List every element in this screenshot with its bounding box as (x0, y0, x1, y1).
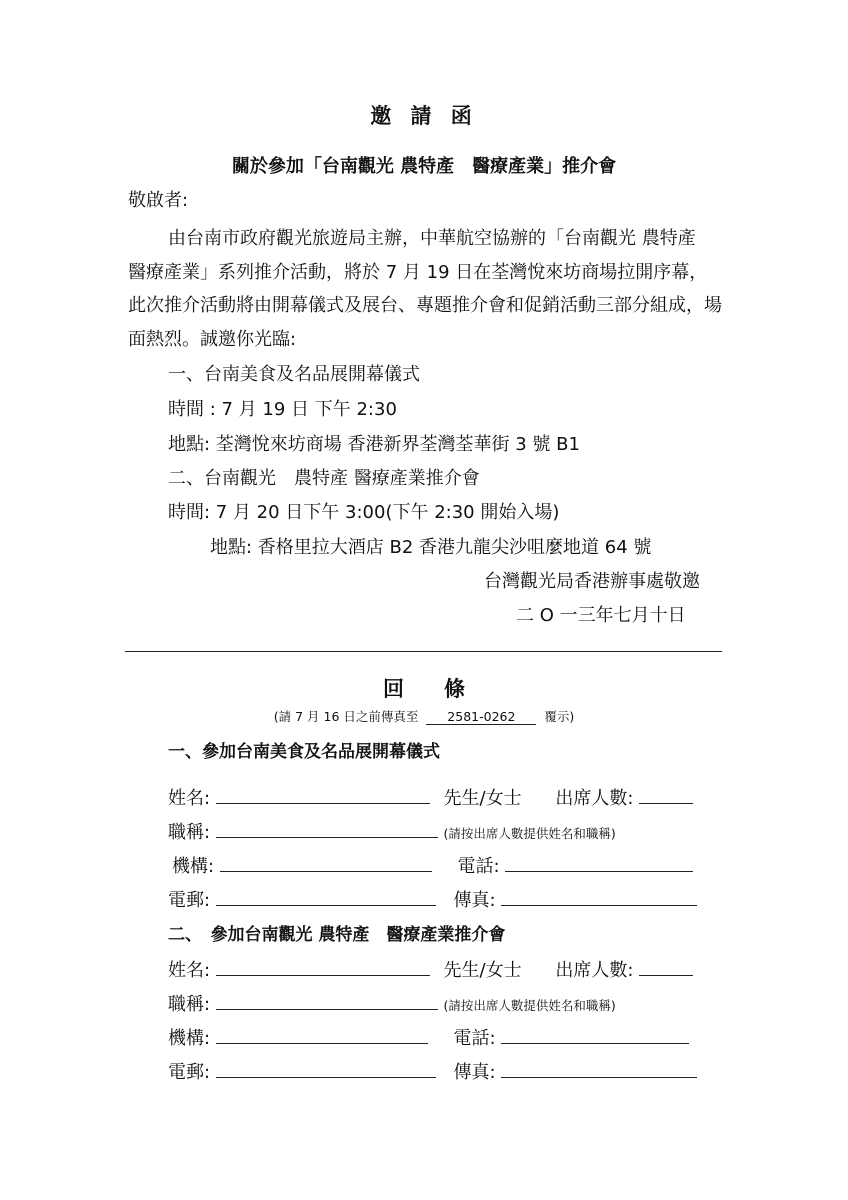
attendees-field[interactable] (639, 961, 693, 976)
event1-time: 時間 : 7 月 19 日 下午 2:30 (168, 399, 397, 420)
event1-place: 地點: 荃灣悅來坊商場 香港新界荃灣荃華街 3 號 B1 (168, 434, 580, 455)
name-label: 姓名: (168, 788, 211, 809)
reply-2-position-row (168, 990, 616, 1016)
org-label: 機構: (172, 856, 215, 877)
event1-title: 一、台南美食及名品展開幕儀式 (168, 364, 420, 385)
email-field[interactable] (216, 891, 436, 906)
reply-2-email-row (168, 1058, 697, 1084)
phone-field[interactable] (501, 1029, 689, 1044)
position-note: (請按出席人數提供姓名和職稱) (443, 998, 616, 1013)
position-field[interactable] (216, 823, 438, 838)
reply-section-2-heading: 二、 參加台南觀光 農特產 醫療產業推介會 (168, 925, 506, 945)
fax-instruction (0, 707, 848, 725)
phone-label: 電話: (453, 1028, 496, 1049)
name-field[interactable] (216, 789, 430, 804)
letter-date: 二 O 一三年七月十日 (516, 605, 686, 626)
reply-section-1-heading: 一、參加台南美食及名品展開幕儀式 (168, 742, 440, 762)
position-field[interactable] (216, 995, 438, 1010)
fax-instruction-after: 覆示) (544, 709, 575, 724)
org-label: 機構: (168, 1028, 211, 1049)
org-field[interactable] (220, 857, 432, 872)
name-field[interactable] (216, 961, 430, 976)
attendees-label: 出席人數: (555, 788, 634, 809)
attendees-field[interactable] (639, 789, 693, 804)
event2-place: 地點: 香格里拉大酒店 B2 香港九龍尖沙咀麼地道 64 號 (210, 537, 652, 558)
org-field[interactable] (216, 1029, 428, 1044)
document-subtitle: 關於參加「台南觀光 農特產 醫療產業」推介會 (231, 156, 617, 177)
fax-instruction-before: (請 7 月 16 日之前傳真至 (273, 709, 419, 724)
position-label: 職稱: (168, 822, 211, 843)
position-label: 職稱: (168, 994, 211, 1015)
reply-slip-title: 回條 (383, 677, 505, 701)
reply-1-org-row (172, 852, 693, 878)
section-divider (125, 651, 722, 652)
invitation-paragraph: 由台南市政府觀光旅遊局主辦，中華航空協辦的「台南觀光 農特產 醫療產業」系列推介活動，將於 7 月 19 日在荃灣悅來坊商場拉開序幕，此次推介活動將由開幕儀式及展台、專題推介會和促銷活動三部分組成，場面熱烈。誠邀你光臨: (128, 228, 722, 350)
reply-1-name-row (168, 784, 693, 810)
gender-label: 先生/女士 (443, 788, 522, 809)
fax-label: 傳真: (453, 890, 496, 911)
signatory: 台灣觀光局香港辦事處敬邀 (484, 571, 700, 592)
reply-1-position-row (168, 818, 616, 844)
greeting: 敬啟者: (128, 190, 189, 211)
email-label: 電郵: (168, 1062, 211, 1083)
reply-2-org-row (168, 1024, 689, 1050)
gender-label: 先生/女士 (443, 960, 522, 981)
fax-number: 2581-0262 (426, 709, 536, 725)
event2-time: 時間: 7 月 20 日下午 3:00(下午 2:30 開始入場) (168, 502, 560, 523)
email-field[interactable] (216, 1063, 436, 1078)
name-label: 姓名: (168, 960, 211, 981)
reply-2-name-row (168, 956, 693, 982)
fax-field[interactable] (501, 891, 697, 906)
phone-label: 電話: (457, 856, 500, 877)
event2-title: 二、台南觀光 農特產 醫療產業推介會 (168, 468, 480, 489)
document-title: 邀 請 函 (370, 104, 478, 128)
email-label: 電郵: (168, 890, 211, 911)
fax-label: 傳真: (453, 1062, 496, 1083)
fax-field[interactable] (501, 1063, 697, 1078)
position-note: (請按出席人數提供姓名和職稱) (443, 826, 616, 841)
attendees-label: 出席人數: (555, 960, 634, 981)
reply-1-email-row (168, 886, 697, 912)
phone-field[interactable] (505, 857, 693, 872)
